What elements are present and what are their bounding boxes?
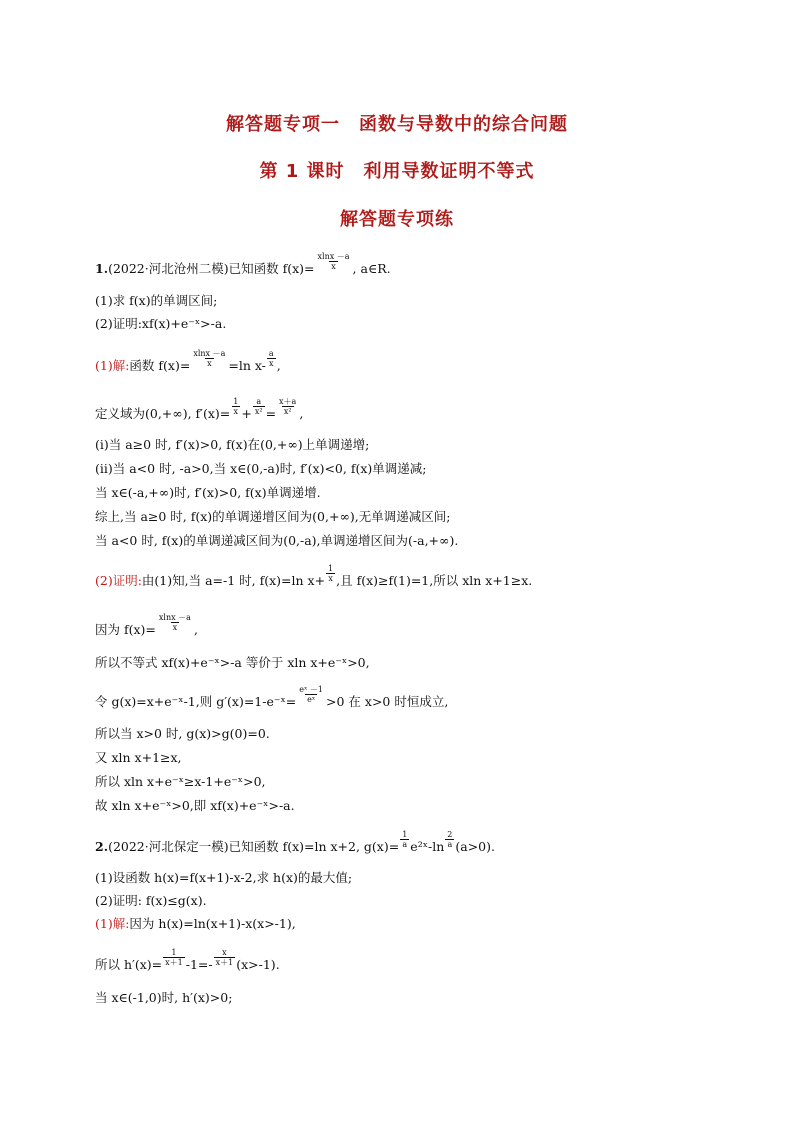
q2-number: 2.	[95, 839, 109, 854]
solution-label: (1)解:	[95, 358, 130, 373]
q2-solution-line2: 所以 h′(x)= $\frac{1}{x+1}$ -1=- $\frac{x}{x+1}$ (x>-1).	[95, 948, 280, 972]
q1-proof-line3: 所以不等式 xf(x)+e⁻ˣ>-a 等价于 xln x+e⁻ˣ>0,	[95, 655, 370, 670]
practice-title: 解答题专项练	[340, 209, 454, 230]
q1-case2b: 当 x∈(-a,+∞)时, f′(x)>0, f(x)单调递增.	[95, 485, 321, 500]
fraction: $\frac{1}{a}$	[402, 830, 408, 849]
q1-domain: , a∈R.	[352, 261, 391, 276]
lesson-title: 第 1 课时 利用导数证明不等式	[259, 161, 535, 182]
solution-label: (1)解:	[95, 916, 130, 931]
q1-stem	[95, 252, 391, 279]
q1-proof-line7: 所以 xln x+e⁻ˣ≥x-1+e⁻ˣ>0,	[95, 774, 266, 789]
q1-fraction: $\frac{xlnx -a}{x}$	[317, 252, 350, 271]
q2-part2: (2)证明: f(x)≤g(x).	[95, 893, 207, 908]
q1-source: (2022·河北沧州二模)已知函数	[108, 261, 279, 276]
q1-solution-line2: 定义域为(0,+∞), f′(x)= $\frac{1}{x}$ + $\frac{a}{\text{x²}}$ = $\frac{x+a}{\text{x²}}$ ,	[95, 397, 304, 421]
q1-number: 1.	[95, 261, 109, 276]
fraction: $\frac{a}{\text{x²}}$	[254, 397, 263, 416]
fraction: $\frac{\text{eˣ －1}}{\text{eˣ}}$	[299, 685, 324, 704]
q1-summary2: 当 a<0 时, f(x)的单调递减区间为(0,-a),单调递增区间为(-a,+∞).	[95, 533, 459, 548]
q1-fdef: f(x)=	[282, 261, 315, 276]
fraction: $\frac{a}{x}$	[268, 349, 274, 368]
q1-proof-line1: (2)证明:由(1)知,当 a=-1 时, f(x)=ln x+ $\frac{1}{x}$ ,且 f(x)≥f(1)=1,所以 xln x+1≥x.	[95, 564, 533, 588]
q1-proof-line5: 所以当 x>0 时, g(x)>g(0)=0.	[95, 726, 270, 741]
q1-case1: (ⅰ)当 a≥0 时, f′(x)>0, f(x)在(0,+∞)上单调递增;	[95, 437, 370, 452]
fraction: $\frac{x}{x+1}$	[215, 948, 234, 967]
fraction: $\frac{x+a}{\text{x²}}$	[279, 397, 297, 416]
q2-solution-line1: (1)解:因为 h(x)=ln(x+1)-x(x>-1),	[95, 916, 296, 931]
q1-case2: (ⅱ)当 a<0 时, -a>0,当 x∈(0,-a)时, f′(x)<0, f(x)单调递减;	[95, 461, 427, 476]
fraction: $\frac{1}{x}$	[233, 397, 239, 416]
q1-solution-line1: (1)解:函数 f(x)= $\frac{xlnx -a}{x}$ =ln x- $\frac{a}{x}$ ,	[95, 349, 281, 373]
q1-part2: (2)证明:xf(x)+e⁻ˣ>-a.	[95, 316, 227, 331]
q1-proof-line8: 故 xln x+e⁻ˣ>0,即 xf(x)+e⁻ˣ>-a.	[95, 798, 295, 813]
q1-proof-line4: 令 g(x)=x+e⁻ˣ-1,则 g′(x)=1-e⁻ˣ= $\frac{\text{eˣ －1}}{\text{eˣ}}$ >0 在 x>0 时恒成立,	[95, 685, 449, 709]
q1-proof-line2: 因为 f(x)= $\frac{xlnx -a}{x}$ ,	[95, 613, 198, 637]
q1-summary1: 综上,当 a≥0 时, f(x)的单调递增区间为(0,+∞),无单调递减区间;	[95, 509, 451, 524]
q2-part1: (1)设函数 h(x)=f(x+1)-x-2,求 h(x)的最大值;	[95, 870, 353, 885]
fraction: $\frac{2}{a}$	[447, 830, 453, 849]
fraction: $\frac{1}{x+1}$	[165, 948, 183, 967]
q1-proof-line6: 又 xln x+1≥x,	[95, 750, 182, 765]
q2-solution-line3: 当 x∈(-1,0)时, h′(x)>0;	[95, 990, 233, 1005]
fraction: $\frac{1}{x}$	[328, 564, 334, 583]
fraction: $\frac{xlnx -a}{x}$	[158, 613, 191, 632]
section-title: 解答题专项一 函数与导数中的综合问题	[226, 114, 568, 135]
q1-part1: (1)求 f(x)的单调区间;	[95, 293, 218, 308]
fraction: $\frac{xlnx -a}{x}$	[193, 349, 226, 368]
q2-stem: 2.(2022·河北保定一模)已知函数 f(x)=ln x+2, g(x)= $\frac{1}{a}$ e²ˣ-ln $\frac{2}{a}$ (a>0).	[95, 830, 495, 854]
proof-label: (2)证明:	[95, 573, 142, 588]
